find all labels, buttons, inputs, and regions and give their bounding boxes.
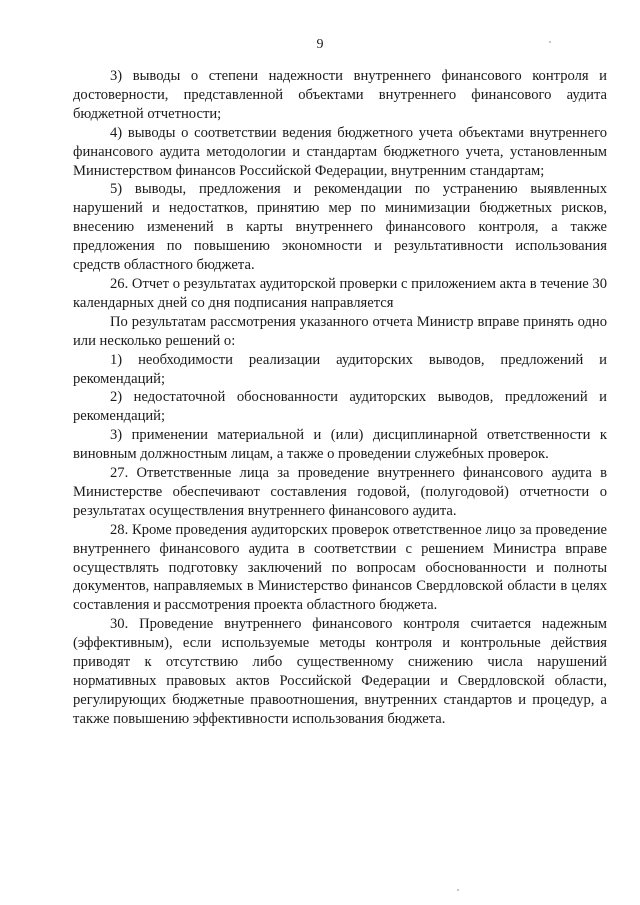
paragraph-item-3-conclusions-reliability: 3) выводы о степени надежности внутреннего финансового контроля и достоверности, представленной объектами внутреннего финансового аудита бюджетной отчетности;: [73, 68, 607, 122]
paragraph-clause-28: 28. Кроме проведения аудиторских проверок ответственное лицо за проведение внутреннего финансового аудита в соответствии с решением Министра вправе осуществлять подготовку заключений по вопросам обоснованности и полноты документов, направляемых в Министерство финансов Свердловской области в целях составления и рассмотрения проекта областного бюджета.: [73, 521, 607, 614]
scan-speck: [549, 41, 551, 43]
paragraph-decision-2: 2) недостаточной обоснованности аудиторских выводов, предложений и рекомендаций;: [73, 389, 607, 425]
paragraph-item-4-conclusions-accounting: 4) выводы о соответствии ведения бюджетного учета объектами внутреннего финансового аудита методологии и стандартам бюджетного учета, установленным Министерством финансов Российской Федерации, внутренним стандартам;: [73, 124, 607, 179]
document-body: [73, 67, 607, 729]
paragraph-clause-30: 30. Проведение внутреннего финансового контроля считается надежным (эффективным), если используемые методы контроля и контрольные действия приводят к отсутствию либо существенному снижению числа нарушений нормативных правовых актов Российской Федерации и Свердловской области, регулирующих бюджетные правоотношения, внутренних стандартов и процедур, а также повышению эффективности использования бюджета.: [73, 616, 607, 727]
paragraph-item-5-proposals: 5) выводы, предложения и рекомендации по устранению выявленных нарушений и недостатков, принятию мер по минимизации бюджетных рисков, внесению изменений в карты внутреннего финансового контроля, а также предложения по повышению экономности и результативности использования средств областного бюджета.: [73, 181, 607, 274]
paragraph-minister-decisions: По результатам рассмотрения указанного отчета Министр вправе принять одно или несколько решений о:: [73, 313, 607, 349]
page-number: 9: [316, 37, 324, 52]
paragraph-clause-26: 26. Отчет о результатах аудиторской проверки с приложением акта в течение 30 календарных дней со дня подписания направляется: [73, 275, 607, 311]
paragraph-decision-3: 3) применении материальной и (или) дисциплинарной ответственности к виновным должностным лицам, а также о проведении служебных проверок.: [73, 427, 607, 463]
paragraph-decision-1: 1) необходимости реализации аудиторских выводов, предложений и рекомендаций;: [73, 351, 607, 387]
paragraph-clause-27: 27. Ответственные лица за проведение внутреннего финансового аудита в Министерстве обеспечивают составления годовой, (полугодовой) отчетности о результатах осуществления внутреннего финансового аудита.: [73, 465, 607, 519]
scan-speck: [457, 889, 459, 891]
